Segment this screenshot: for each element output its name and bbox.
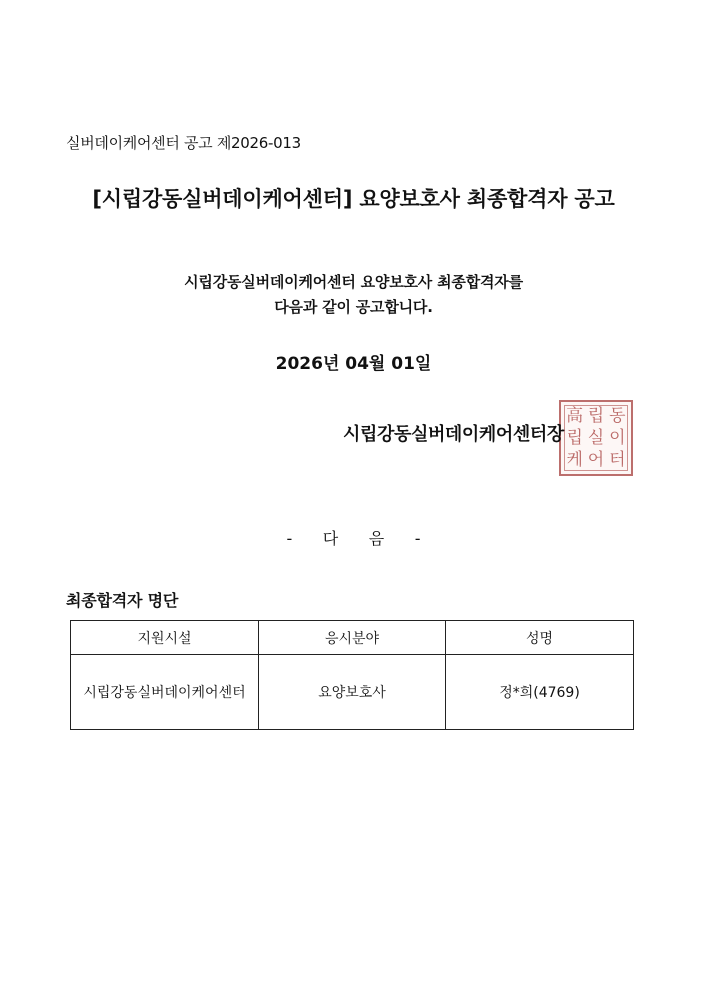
seal-glyph: 동 — [609, 405, 626, 426]
section-separator: - 다 음 - — [286, 529, 421, 548]
seal-glyph: 립 — [587, 405, 605, 426]
seal-glyph: 이 — [609, 427, 626, 448]
seal-glyph: 립 — [566, 427, 583, 448]
column-header-facility: 지원시설 — [71, 621, 259, 655]
intro-line-2: 다음과 같이 공고합니다. — [274, 298, 433, 316]
seal-glyph: 어 — [587, 449, 605, 470]
final-candidates-table — [70, 620, 634, 730]
column-header-field: 응시분야 — [259, 621, 446, 655]
announcement-date: 2026년 04월 01일 — [275, 354, 432, 374]
official-seal-stamp — [559, 400, 633, 476]
intro-text — [0, 270, 707, 320]
seal-glyph: 터 — [609, 449, 626, 470]
seal-glyph: 高 — [566, 405, 584, 426]
list-heading: 최종합격자 명단 — [66, 591, 179, 610]
table-row — [71, 655, 634, 730]
cell-facility: 시립강동실버데이케어센터 — [71, 655, 259, 730]
intro-line-1: 시립강동실버데이케어센터 요양보호사 최종합격자를 — [184, 273, 523, 291]
page-title: [시립강동실버데이케어센터] 요양보호사 최종합격자 공고 — [92, 187, 615, 211]
document-number: 실버데이케어센터 공고 제2026-013 — [66, 134, 301, 152]
column-header-name: 성명 — [446, 621, 634, 655]
cell-name: 정*희(4769) — [446, 655, 634, 730]
signer-name: 시립강동실버데이케어센터장 — [343, 424, 564, 445]
seal-glyph: 실 — [587, 427, 605, 448]
cell-field: 요양보호사 — [259, 655, 446, 730]
seal-glyph: 케 — [566, 449, 583, 470]
table-header-row — [71, 621, 634, 655]
